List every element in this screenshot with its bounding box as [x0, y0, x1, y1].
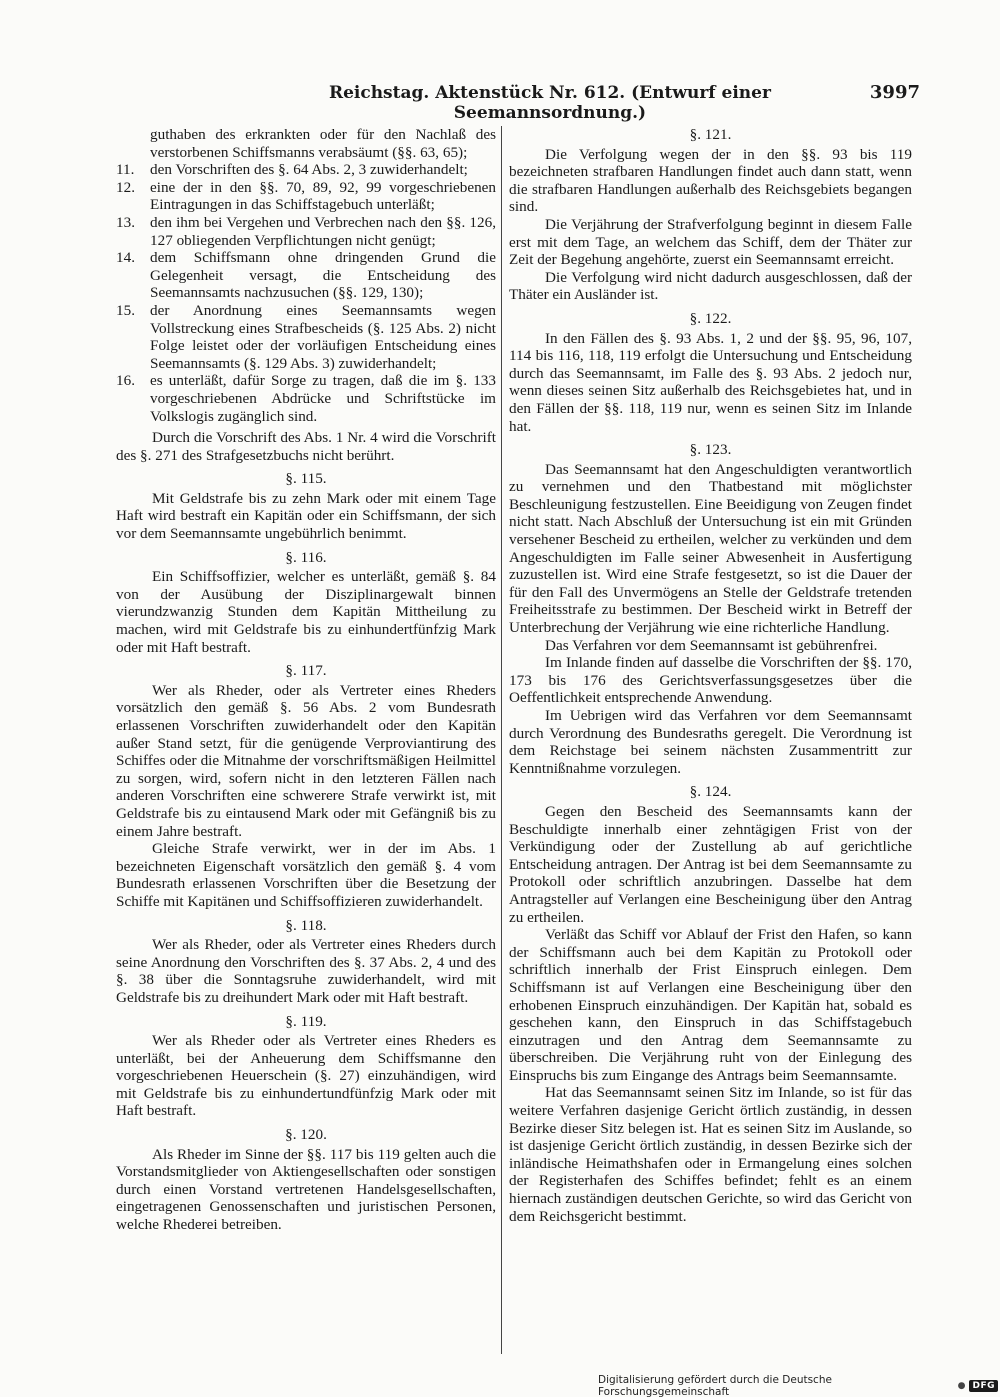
section-paragraph: Als Rheder im Sinne der §§. 117 bis 119 gelten auch die Vorstandsmitglieder von Aktiengesellschaften oder sonstigen durch einen Vorstand vertretenen Handelsgesellschaften, eingetragenen Genossenschaften und juristischen Personen, welche Rhederei betreiben.	[116, 1145, 496, 1234]
section-paragraph: Mit Geldstrafe bis zu zehn Mark oder mit einem Tage Haft wird bestraft ein Kapitän oder ein Schiffsmann, der sich vor dem Seemannsamte ungebührlich benimmt.	[116, 489, 496, 543]
item-text: den ihm bei Vergehen und Verbrechen nach den §§. 126, 127 obliegenden Verpflichtungen nicht genügt;	[150, 213, 496, 249]
section-paragraph: Die Verjährung der Strafverfolgung beginnt in diesem Falle erst mit dem Tage, an welchem das Schiff, dem der Thäter zur Zeit der Begehung angehörte, zuerst ein Seemannsamt erreicht.	[509, 215, 912, 269]
item-text: den Vorschriften des §. 64 Abs. 2, 3 zuwiderhandelt;	[150, 161, 468, 179]
section-paragraph: Wer als Rheder oder als Vertreter eines Rheders es unterläßt, bei der Anheuerung dem Schiffsmanne den vorgeschriebenen Heuerschein (§. 27) einzuhändigen, wird mit Geldstrafe bis zu einhundertundfünfzig Mark oder mit Haft bestraft.	[116, 1032, 496, 1120]
section-heading: §. 119.	[285, 1012, 327, 1030]
dfg-logo: DFG	[969, 1380, 998, 1392]
item-number: 13.	[116, 213, 135, 231]
item-number: 12.	[116, 178, 135, 196]
list-item	[116, 179, 496, 214]
list-item	[116, 372, 496, 425]
section-paragraph: Im Uebrigen wird das Verfahren vor dem Seemannsamt durch Verordnung des Bundesraths geregelt. Die Verordnung ist dem Reichstage bei seinem nächsten Zusammentritt zur Kenntnißnahme vorzulegen.	[509, 707, 912, 777]
closing-paragraph: Durch die Vorschrift des Abs. 1 Nr. 4 wird die Vorschrift des §. 271 des Strafgesetzbuchs nicht berührt.	[116, 429, 496, 464]
section-paragraph: Ein Schiffsoffizier, welcher es unterläßt, gemäß §. 84 von der Ausübung der Disziplinargewalt binnen vierundzwanzig Stunden dem Kapitän Mittheilung zu machen, wird mit Geldstrafe bis zu einhundertfünfzig Mark oder mit Haft bestraft.	[116, 568, 496, 656]
bullet-icon: ●	[957, 1381, 966, 1391]
section-paragraph: Hat das Seemannsamt seinen Sitz im Inlande, so ist für das weitere Verfahren dasjenige Gericht örtlich zuständig, in dessen Bezirke dieser Sitz belegen ist. Hat es seinen Sitz im Auslande, so ist dasjenige Gericht örtlich zuständig, in dessen Bezirke sich der inländische Heimathshafen oder in Ermangelung eines solchen der Registerhafen des Schiffes befindet; fehlt es an einem hiernach zuständigen deutschen Gerichte, so wird das Gericht von dem Reichsgericht bestimmt.	[509, 1084, 912, 1225]
list-item	[116, 161, 496, 179]
section-paragraph: Gleiche Strafe verwirkt, wer in der im Abs. 1 bezeichneten Eigenschaft vorsätzlich den gemäß §. 4 vom Bundesrath erlassenen Vorschriften über die Besetzung der Schiffe mit Kapitänen und Schiffsoffizieren zuwiderhandelt.	[116, 840, 496, 910]
header-title: Reichstag. Aktenstück Nr. 612. (Entwurf einer Seemannsordnung.)	[328, 83, 771, 123]
column-divider	[501, 126, 502, 1354]
list-item	[116, 214, 496, 249]
section-paragraph: Im Inlande finden auf dasselbe die Vorschriften der §§. 170, 173 bis 176 des Gerichtsverfassungsgesetzes über die Oeffentlichkeit entsprechende Anwendung.	[509, 654, 912, 707]
section-paragraph: In den Fällen des §. 93 Abs. 1, 2 und der §§. 95, 96, 107, 114 bis 116, 118, 119 erfolgt die Untersuchung und Entscheidung durch das Seemannsamt, im Falle des §. 93 Abs. 2 jedoch nur, wenn dieses seinen Sitz außerhalb des Reichsgebietes hat, und in den Fällen der §§. 118, 119 nur, wenn es seinen Sitz im Inlande hat.	[509, 329, 912, 435]
section-heading: §. 123.	[689, 441, 732, 459]
section-heading: §. 124.	[689, 783, 732, 801]
list-item	[116, 249, 496, 302]
list-item	[116, 302, 496, 372]
continued-item-text: guthaben des erkrankten oder für den Nachlaß des verstorbenen Schiffsmanns verabsäumt (§§. 63, 65);	[150, 126, 496, 161]
section-heading: §. 118.	[285, 916, 327, 934]
section-heading: §. 121.	[689, 126, 732, 143]
section-paragraph: Wer als Rheder, oder als Vertreter eines Rheders durch seine Anordnung den Vorschriften des §. 37 Abs. 2, 4 und des §. 38 über die Sonntagsruhe zuwiderhandelt, wird mit Geldstrafe bis zu dreihundert Mark oder mit Haft bestraft.	[116, 936, 496, 1006]
section-heading: §. 115.	[285, 470, 327, 488]
section-paragraph: Die Verfolgung wegen der in den §§. 93 bis 119 bezeichneten strafbaren Handlungen findet auch dann statt, wenn die strafbaren Handlungen außerhalb des Reichsgebiets begangen sind.	[509, 145, 912, 216]
section-paragraph: Das Seemannsamt hat den Angeschuldigten verantwortlich zu vernehmen und den Thatbestand mit möglichster Beschleunigung festzustellen. Eine Beeidigung von Zeugen findet nicht statt. Nach Abschluß der Untersuchung ist ein mit Gründen versehener Bescheid zu ertheilen, welcher zu verkünden und dem Angeschuldigten im Falle seiner Abwesenheit in Ausfertigung zuzustellen ist. Wird eine Strafe festgesetzt, so ist die Dauer der für den Fall des Unvermögens an Stelle der Geldstrafe tretenden Freiheitsstrafe zu bestimmen. Der Bescheid wirkt in Betreff der Unterbrechung der Verjährung wie eine richterliche Handlung.	[509, 460, 912, 637]
item-number: 11.	[116, 161, 135, 179]
item-text: der Anordnung eines Seemannsamts wegen Vollstreckung eines Strafbescheids (§. 125 Abs. 2) nicht Folge leistet oder der vorläufigen Entscheidung eines Seemannsamts (§. 129 Abs. 3) zuwiderhandelt;	[150, 301, 496, 372]
page-number: 3997	[869, 82, 920, 103]
item-number: 16.	[116, 372, 135, 390]
section-heading: §. 122.	[689, 309, 732, 327]
section-heading: §. 120.	[285, 1126, 327, 1144]
item-text: es unterläßt, dafür Sorge zu tragen, daß die im §. 133 vorgeschriebenen Abdrücke und Schriftstücke im Volkslogis zugänglich sind.	[150, 372, 496, 425]
digitization-footer	[598, 1374, 998, 1398]
section-paragraph: Gegen den Bescheid des Seemannsamts kann der Beschuldigte innerhalb einer zehntägigen Frist von der Verkündigung oder der Zustellung ab auf gerichtliche Entscheidung antragen. Der Antrag ist bei dem Seemannsamte zu Protokoll oder schriftlich anzubringen. Dasselbe hat dem Antragsteller auf Verlangen eine Bescheinigung über den Antrag zu ertheilen.	[509, 802, 912, 926]
section-heading: §. 117.	[285, 662, 327, 680]
page-header	[120, 82, 920, 123]
item-number: 14.	[116, 249, 135, 267]
section-paragraph: Das Verfahren vor dem Seemannsamt ist gebührenfrei.	[545, 636, 878, 654]
section-paragraph: Verläßt das Schiff vor Ablauf der Frist den Hafen, so kann der Schiffsmann auch bei dem Kapitän zu Protokoll oder schriftlich innerhalb der Frist Einspruch einlegen. Dem Schiffsmann ist auf Verlangen eine Bescheinigung über den erhobenen Einspruch einzuhändigen. Der Kapitän hat, sobald es geschehen kann, den Einspruch in das Schiffstagebuch einzutragen und den Antrag dem Seemannsamte zu überschreiben. Die Verjährung ruht von der Einlegung des Einspruchs bis zum Eingange des Antrags beim Seemannsamte.	[509, 926, 912, 1084]
item-number: 15.	[116, 301, 135, 319]
left-column	[116, 126, 496, 1234]
item-text: eine der in den §§. 70, 89, 92, 99 vorgeschriebenen Eintragungen in das Schiffstagebuch unterläßt;	[150, 178, 496, 214]
section-paragraph: Wer als Rheder, oder als Vertreter eines Rheders vorsätzlich den gemäß §. 56 Abs. 2 vom Bundesrath erlassenen Vorschriften zuwiderhandelt oder den Kapitän außer Stand setzt, für die genügende Verproviantirung des Schiffes oder die Mitnahme der vorschriftsmäßigen Heilmittel zu sorgen, wird, sofern nicht in den letzteren Fällen nach anderen Vorschriften eine schwerere Strafe verwirkt ist, mit Geldstrafe bis zu eintausend Mark oder mit Gefängniß bis zu einem Jahre bestraft.	[116, 681, 496, 840]
footer-text: Digitalisierung gefördert durch die Deutsche Forschungsgemeinschaft	[598, 1374, 832, 1398]
section-paragraph: Die Verfolgung wird nicht dadurch ausgeschlossen, daß der Thäter ein Ausländer ist.	[509, 268, 912, 304]
right-column	[509, 126, 912, 1225]
section-heading: §. 116.	[285, 548, 327, 566]
item-text: dem Schiffsmann ohne dringenden Grund die Gelegenheit versagt, die Entscheidung des Seemannsamts nachzusuchen (§§. 129, 130);	[150, 249, 496, 302]
